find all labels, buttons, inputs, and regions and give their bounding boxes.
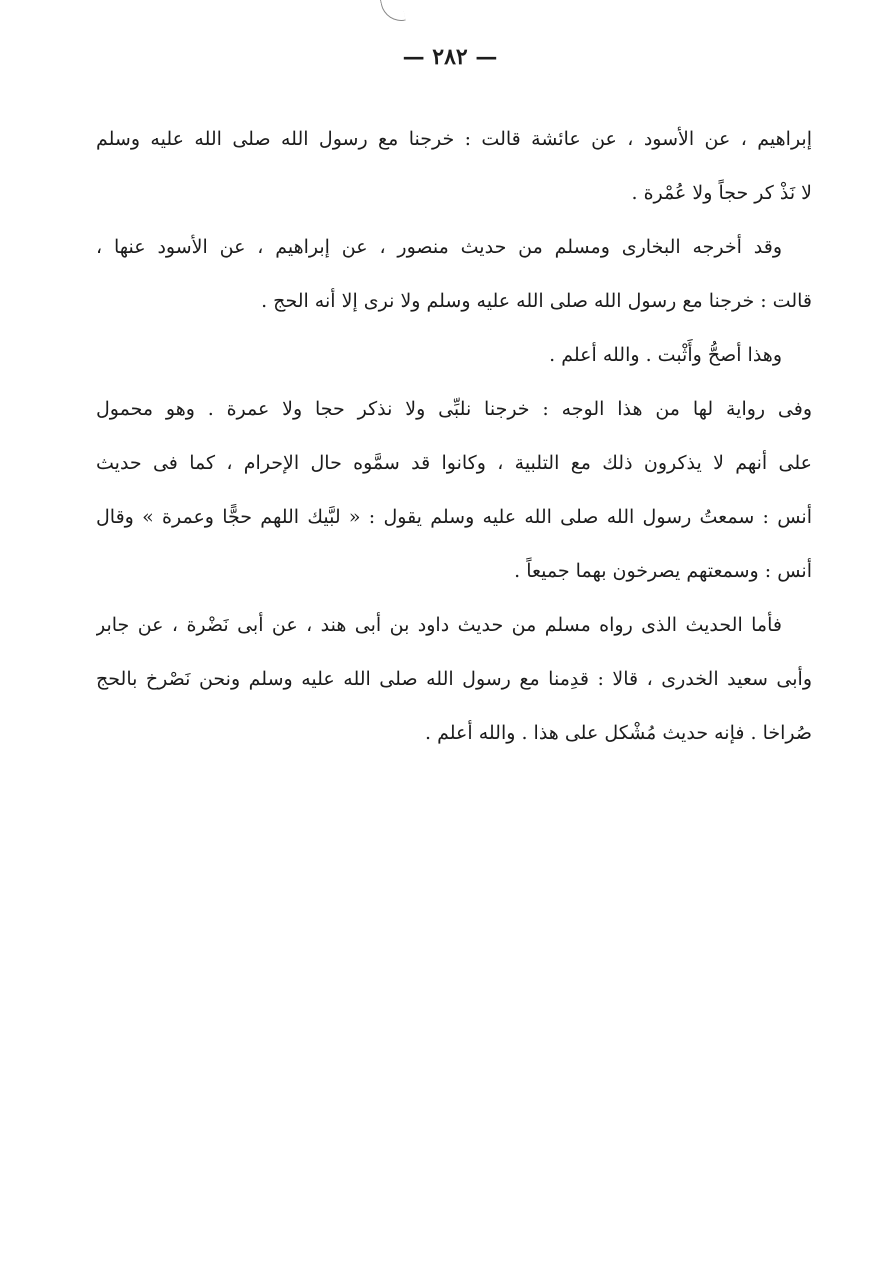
text-line: وهذا أصحُّ وأَثْبت . والله أعلم . [549, 344, 782, 366]
text-line: أنس : سمعتُ رسول الله صلى الله عليه وسلم يقول : « لبَّيك اللهم حجًّا وعمرة » وقال [96, 506, 812, 528]
text-line: لا نَذْ كر حجاً ولا عُمْرة . [631, 182, 812, 204]
text-line: قالت : خرجنا مع رسول الله صلى الله عليه وسلم ولا نرى إلا أنه الحج . [261, 290, 812, 312]
page-number: — ٢٨٢ — [402, 44, 498, 70]
text-line: فأما الحديث الذى رواه مسلم من حديث داود بن أبى هند ، عن أبى نَضْرة ، عن جابر [96, 614, 782, 636]
text-line: وأبى سعيد الخدرى ، قالا : قدِمنا مع رسول الله صلى الله عليه وسلم ونحن نَصْرخ بالحج [96, 668, 812, 690]
text-line: أنس : وسمعتهم يصرخون بهما جميعاً . [514, 560, 812, 582]
page-corner-mark [379, 0, 406, 25]
body-text [96, 112, 812, 760]
text-line: صُراخا . فإنه حديث مُشْكل على هذا . والله أعلم . [425, 722, 812, 744]
text-line: وقد أخرجه البخارى ومسلم من حديث منصور ، عن إبراهيم ، عن الأسود عنها ، [96, 236, 782, 258]
text-line: وفى رواية لها من هذا الوجه : خرجنا نلبِّى ولا نذكر حجا ولا عمرة . وهو محمول [96, 398, 812, 420]
text-line: على أنهم لا يذكرون ذلك مع التلبية ، وكانوا قد سمَّوه حال الإحرام ، كما فى حديث [96, 452, 812, 474]
text-line: إبراهيم ، عن الأسود ، عن عائشة قالت : خرجنا مع رسول الله صلى الله عليه وسلم [96, 128, 812, 150]
